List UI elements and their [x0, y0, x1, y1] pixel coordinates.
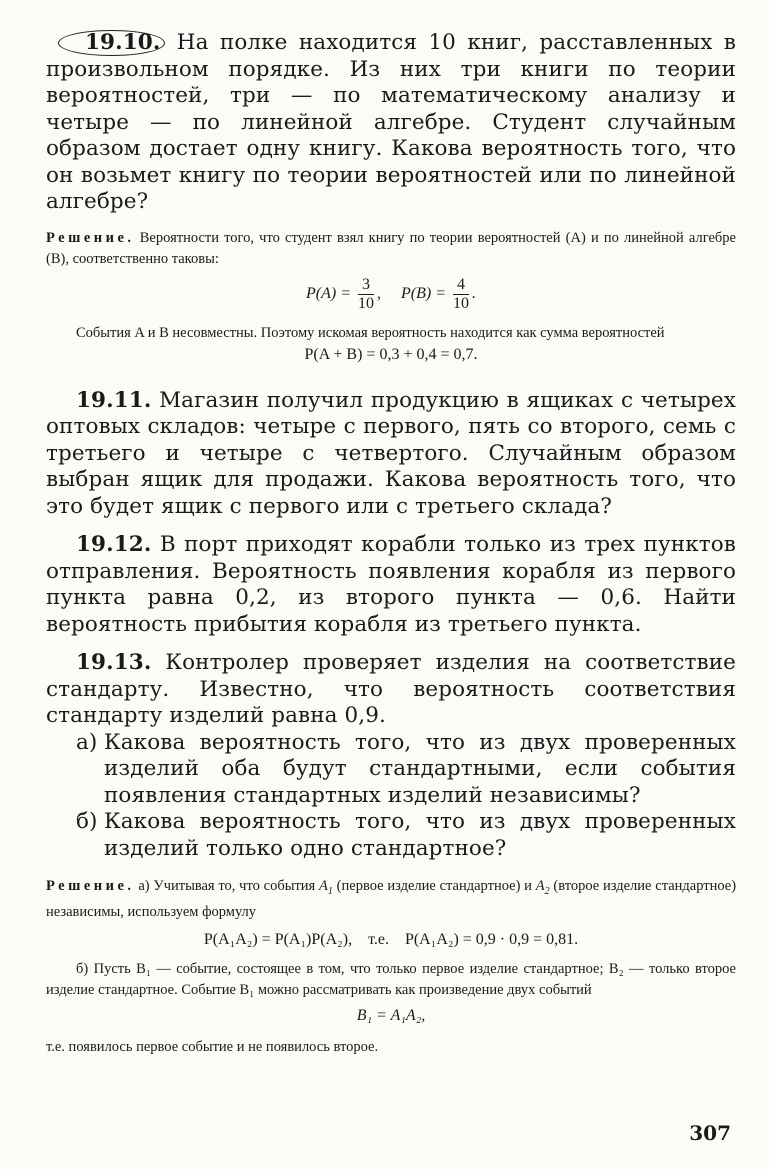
- pa-denominator: 10: [358, 294, 374, 312]
- solution-item-label: б): [76, 960, 89, 977]
- formula-part: т.е.: [368, 930, 389, 948]
- problem-19-13-a: [76, 730, 736, 810]
- solution-text-2: События A и B несовместны. Поэтому искомая вероятность находится как сумма вероятностей: [76, 324, 665, 341]
- fraction-pb: [453, 276, 469, 313]
- pb-numerator: 4: [453, 276, 469, 295]
- item-label: б): [76, 809, 98, 834]
- solution-text: Пусть B₁ — событие, состоящее в том, что только первое изделие стандартное; B₂ — только второе изделие стандартное. Событие B₁ можно рассматривать как произведение двух событий: [46, 960, 736, 998]
- problem-19-13-b: [76, 809, 736, 862]
- problem-number: 19.12.: [76, 532, 152, 557]
- problem-19-10: [46, 30, 736, 216]
- solution-text: Учитывая то, что события: [153, 878, 316, 894]
- problem-text: На полке находится 10 книг, расставленных в произвольном порядке. Из них три книги по теории вероятностей, три — по математическому анализу и четыре — по линейной алгебре. Студент случайным образом достает одну книгу. Какова вероятность того, что он возьмет книгу по теории вероятностей или по линейной алгебре?: [46, 30, 736, 214]
- solution-19-13-a: Решение. а) Учитывая то, что события $A_1$ (первое изделие стандартное) и $A_2$ (второе изделие стандартное) независимы, используем формулу: [46, 878, 737, 920]
- problem-number: 19.13.: [76, 650, 152, 675]
- pb-left: P(B) =: [401, 284, 446, 302]
- solution-19-13-b: [46, 959, 736, 1001]
- solution-item-label: а): [138, 878, 150, 894]
- formula-b1: B₁ = A₁A₂,: [356, 1006, 426, 1024]
- item-text: Какова вероятность того, что из двух проверенных изделий только одно стандартное?: [104, 809, 736, 861]
- problem-number: 19.11.: [76, 387, 152, 413]
- page-number: 307: [689, 1121, 731, 1145]
- formula-product: [46, 931, 736, 949]
- formula-pa-pb: P(A) = $\frac{3}{10}$ , P(B) = $\frac{4}{10}$ .: [306, 275, 476, 312]
- solution-text: (второе изделие стандартное) независимы, используем формулу: [46, 878, 737, 920]
- solution-label: Решение.: [46, 229, 135, 246]
- pb-denominator: 10: [453, 294, 469, 312]
- problem-text: В порт приходят корабли только из трех пунктов отправления. Вероятность появления корабля из первого пункта равна 0,2, из второго пункта — 0,6. Найти вероятность прибытия корабля из третьего пункта.: [46, 532, 737, 637]
- problem-text: Контролер проверяет изделия на соответствие стандарту. Известно, что вероятность соответствия стандарту изделий равна 0,9.: [46, 650, 736, 728]
- fraction-pa: [358, 276, 374, 313]
- item-text: Какова вероятность того, что из двух проверенных изделий оба будут стандартными, если события появления стандартных изделий независимы?: [104, 729, 736, 808]
- solution-text: (первое изделие стандартное) и: [336, 878, 532, 894]
- solution-19-10: [46, 228, 736, 270]
- formula-sum: P(A + B) = 0,3 + 0,4 = 0,7.: [304, 345, 478, 363]
- textbook-page: [46, 30, 736, 1058]
- solution-text: Вероятности того, что студент взял книгу по теории вероятностей (A) и по линейной алгебре (B), соответственно таковы:: [46, 229, 736, 267]
- problem-text: Магазин получил продукцию в ящиках с четырех оптовых складов: четыре с первого, пять со второго, семь с третьего и четыре с четвертого. Случайным образом выбран ящик для продажи. Какова вероятность того, что это будет ящик с первого или с третьего склада?: [46, 387, 736, 519]
- problem-19-12: [46, 532, 736, 638]
- pa-left: P(A) =: [306, 284, 351, 302]
- formula-part: P(A₁A₂) = P(A₁)P(A₂),: [203, 930, 353, 948]
- solution-text-final: т.е. появилось первое событие и не появилось второе.: [46, 1038, 379, 1055]
- formula-part: P(A₁A₂) = 0,9 · 0,9 = 0,81.: [404, 930, 579, 948]
- item-label: а): [76, 729, 98, 755]
- problem-number: 19.10.: [58, 30, 165, 56]
- solution-label: Решение.: [46, 878, 135, 894]
- problem-19-13: [46, 650, 736, 730]
- pa-numerator: 3: [358, 276, 374, 295]
- problem-19-11: [46, 388, 736, 521]
